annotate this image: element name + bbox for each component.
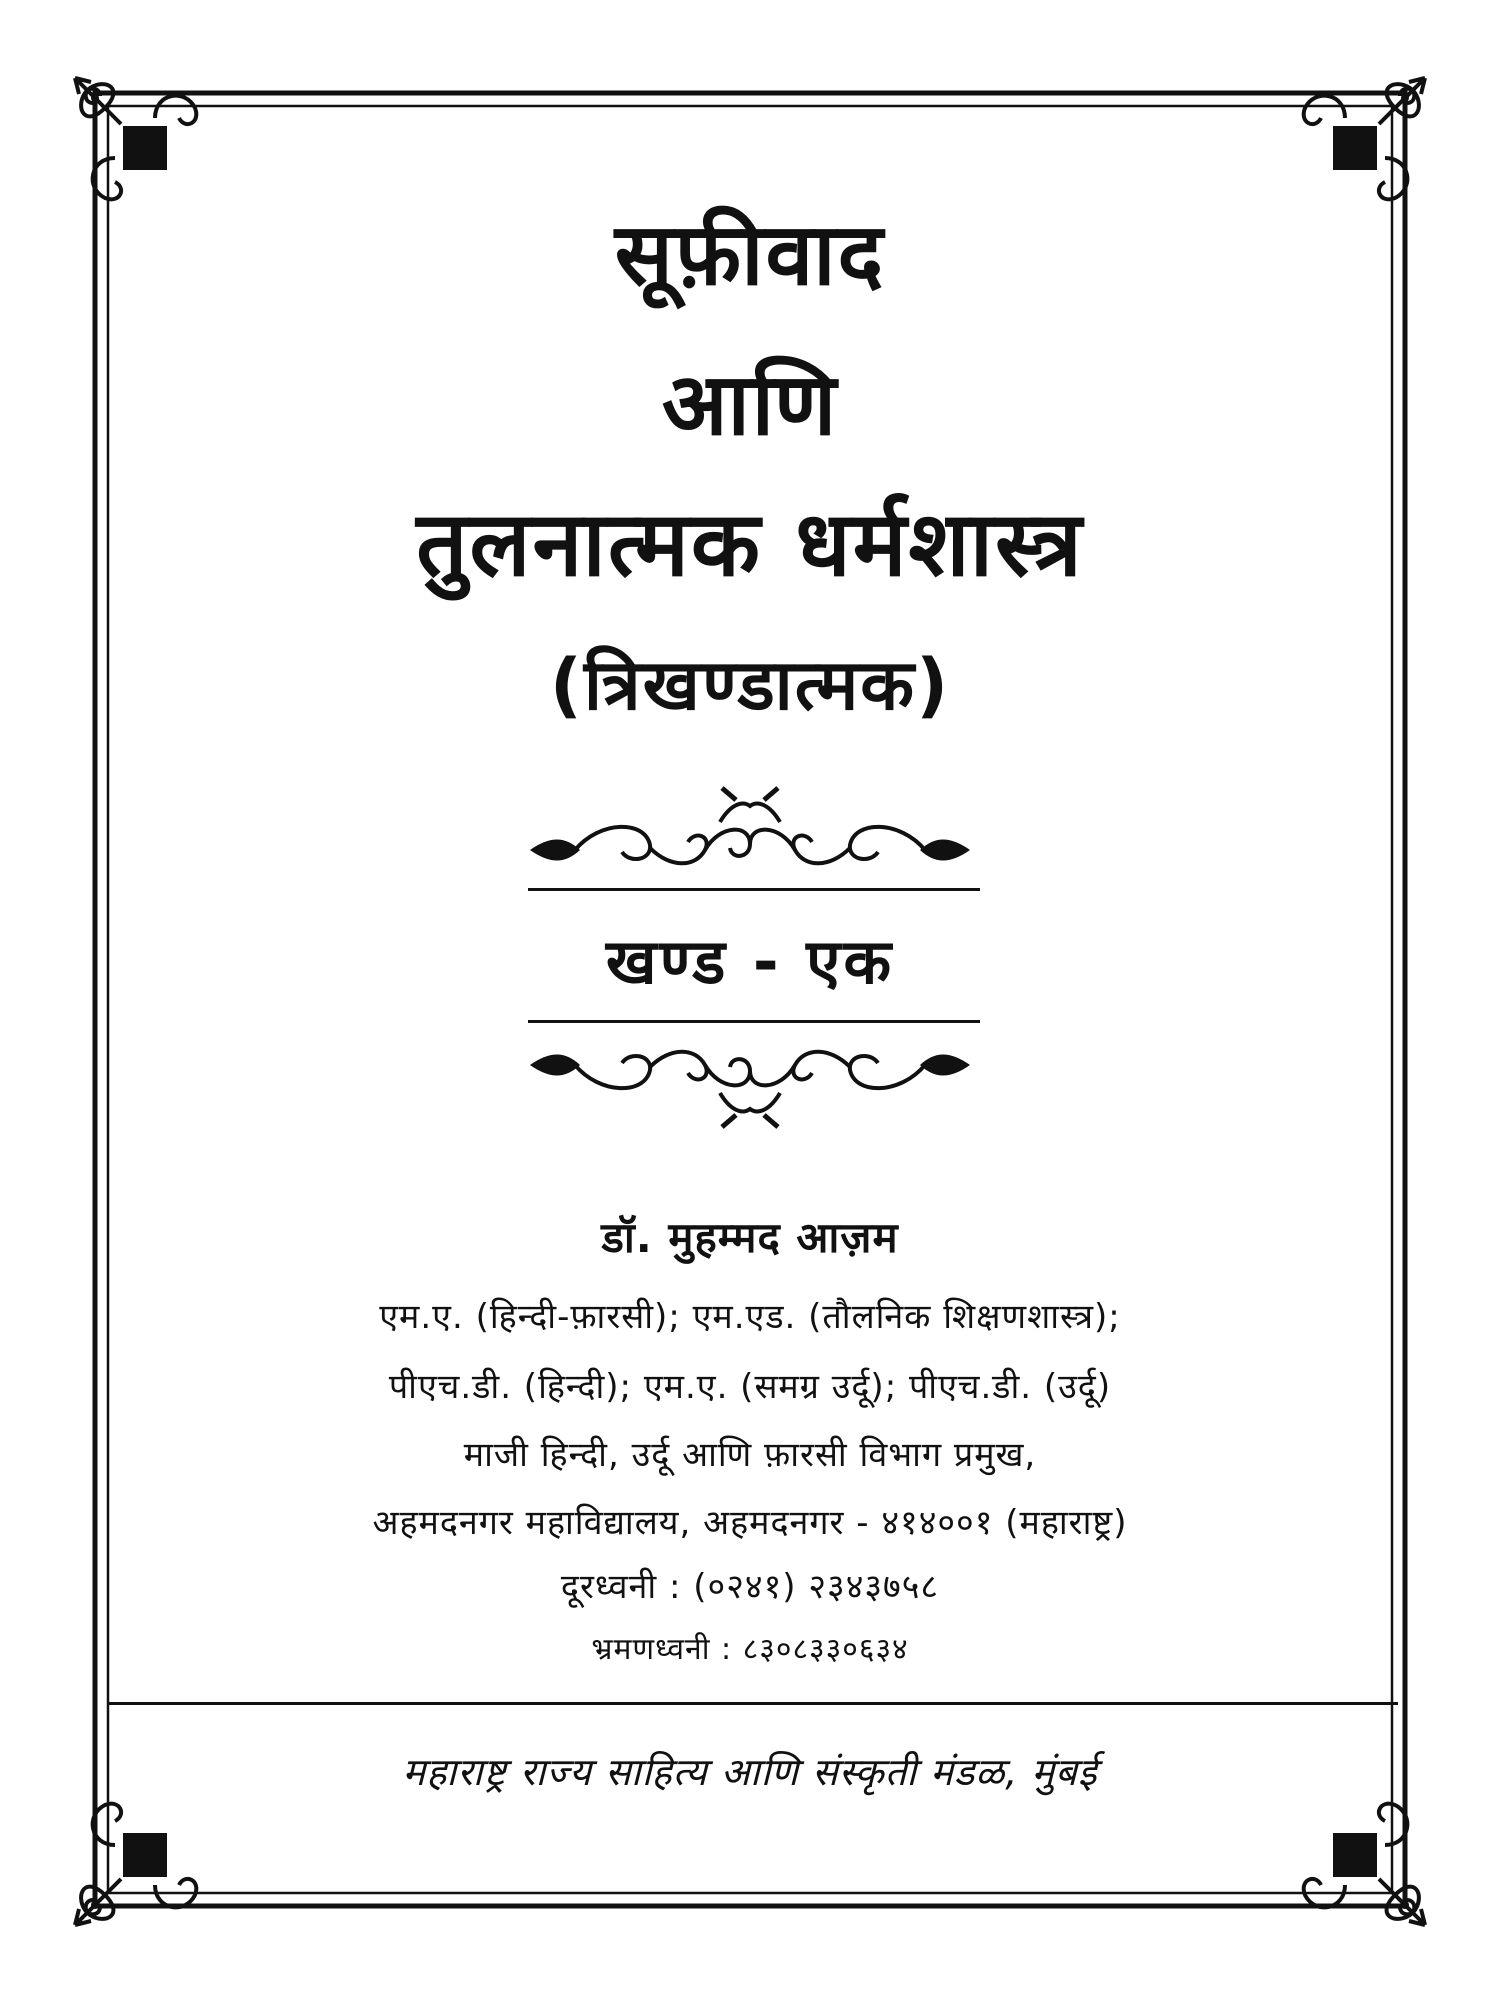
author-institution: अहमदनगर महाविद्यालय, अहमदनगर - ४१४००१ (महाराष्ट्र) [372, 1503, 1128, 1543]
author-position: माजी हिन्दी, उर्दू आणि फ़ारसी विभाग प्रमुख, [463, 1435, 1037, 1475]
author-mobile: भ्रमणध्वनी : ८३०८३३०६३४ [591, 1632, 909, 1667]
book-title-line2: आणि [661, 355, 839, 455]
publisher-divider [108, 1702, 1398, 1705]
publisher-name: महाराष्ट्र राज्य साहित्य आणि संस्कृती मंडळ, मुंबई [402, 1750, 1098, 1794]
book-subtitle: (त्रिखण्डात्मक) [549, 644, 951, 726]
scroll-flourish-icon [530, 788, 970, 863]
scroll-flourish-icon [530, 1052, 970, 1127]
author-qualifications-2: पीएच.डी. (हिन्दी); एम.ए. (समग्र उर्दू); पीएच.डी. (उर्दू) [388, 1367, 1112, 1407]
divider-top [528, 888, 980, 891]
author-name: डॉ. मुहम्मद आज़म [601, 1213, 899, 1262]
author-phone: दूरध्वनी : (०२४१) २३४३७५८ [560, 1567, 940, 1607]
book-title-line3: तुलनात्मक धर्मशास्त्र [416, 492, 1084, 597]
author-qualifications-1: एम.ए. (हिन्दी-फ़ारसी); एम.एड. (तौलनिक शिक्षणशास्त्र); [379, 1297, 1121, 1337]
divider-bottom [528, 1020, 980, 1023]
part-heading: खण्ड - एक [605, 925, 895, 998]
book-title-line1: सूफ़ीवाद [614, 205, 886, 305]
